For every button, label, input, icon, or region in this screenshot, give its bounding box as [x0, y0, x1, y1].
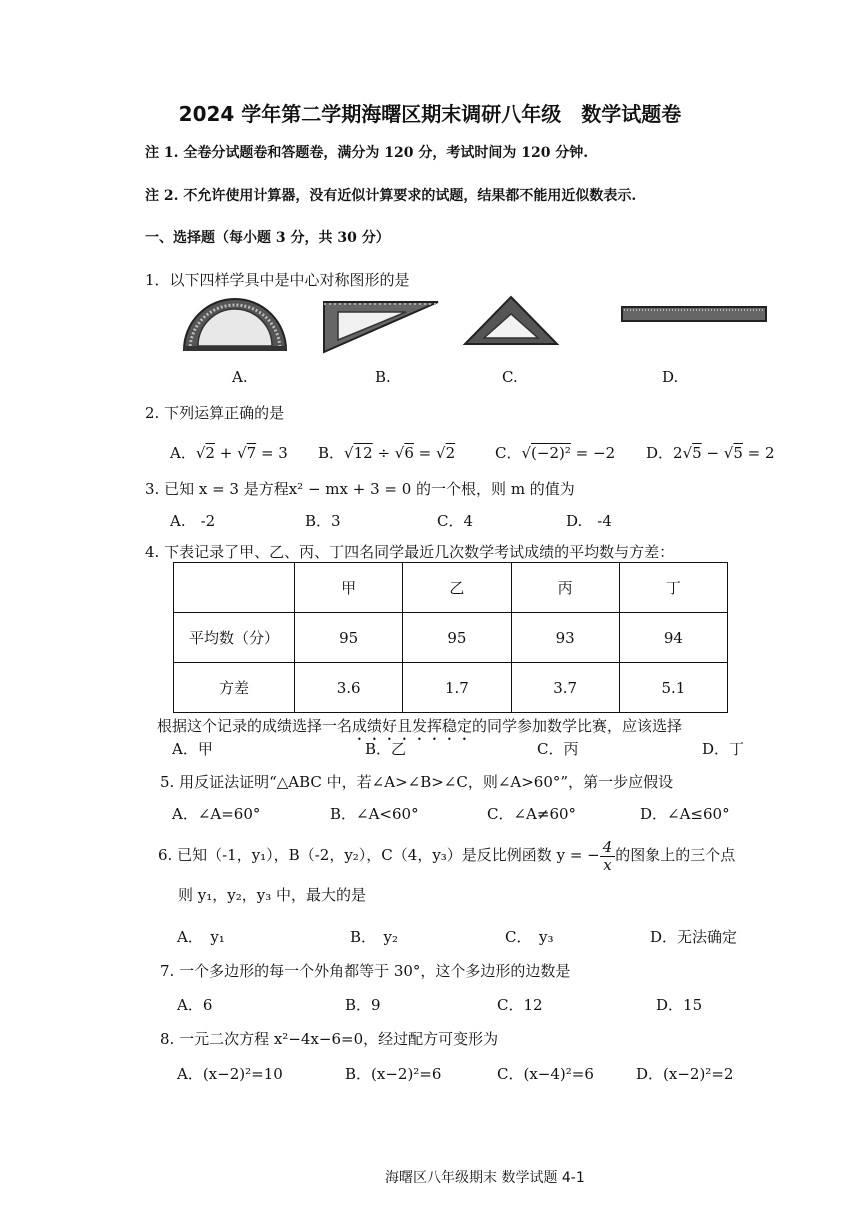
exam-note-1: 注 1. 全卷分试题卷和答题卷，满分为 120 分，考试时间为 120 分钟. — [145, 145, 589, 161]
q7-option-a: A．6 — [177, 996, 213, 1014]
table-header-cell: 乙 — [403, 563, 511, 613]
triangle-ruler-icon — [462, 294, 560, 348]
table-cell: 94 — [619, 613, 727, 663]
q8-option-c: C．(x−4)²=6 — [497, 1065, 594, 1083]
q6-stem-pre: 6. 已知（-1，y₁），B（-2，y₂），C（4，y₃）是反比例函数 y = − — [158, 846, 600, 864]
q2-option-a: A．√2 + √7 = 3 — [170, 444, 288, 462]
q4-follow-pre: 根据这个记录的成绩选择一名 — [157, 717, 353, 735]
question-8-stem: 8. 一元二次方程 x²−4x−6=0，经过配方可变形为 — [160, 1030, 499, 1048]
q3-option-a: A. -2 — [170, 512, 216, 530]
question-7-stem: 7. 一个多边形的每一个外角都等于 30°，这个多边形的边数是 — [160, 962, 571, 980]
q2-d-mid: − — [701, 444, 724, 462]
straight-ruler-icon — [620, 304, 768, 324]
section-heading: 一、选择题（每小题 3 分，共 30 分） — [145, 230, 390, 246]
q2-c-end: = −2 — [570, 444, 616, 462]
q5-option-b: B．∠A<60° — [330, 805, 419, 823]
question-6-line-2: 则 y₁，y₂，y₃ 中，最大的是 — [178, 886, 366, 904]
q2-d-coef: 2 — [673, 444, 683, 462]
q6-option-b: B． y₂ — [350, 928, 399, 946]
table-cell: 95 — [295, 613, 403, 663]
q3-option-b: B．3 — [305, 512, 341, 530]
q2-a-label: A． — [170, 444, 196, 462]
question-4-stem: 4. 下表记录了甲、乙、丙、丁四名同学最近几次数学考试成绩的平均数与方差： — [145, 543, 675, 561]
q2-d-end: = 2 — [742, 444, 775, 462]
q2-a-mid: + — [214, 444, 238, 462]
table-header-cell: 甲 — [295, 563, 403, 613]
q2-c-radicand: (−2)² — [531, 444, 571, 462]
table-header-cell: 丙 — [511, 563, 619, 613]
q8-option-b: B．(x−2)²=6 — [345, 1065, 442, 1083]
q6-fraction-denominator: x — [603, 855, 612, 874]
score-stats-table — [173, 562, 728, 713]
question-1-stem: 1．以下四样学具中是中心对称图形的是 — [145, 271, 410, 289]
q1-option-d: D. — [662, 368, 679, 386]
table-row-label: 方差 — [174, 663, 295, 713]
q2-option-c: C．√(−2)² = −2 — [495, 444, 616, 462]
q2-c-label: C． — [495, 444, 522, 462]
q2-b-mid: ÷ — [372, 444, 395, 462]
q3-option-c: C．4 — [437, 512, 474, 530]
exam-note-2: 注 2. 不允许使用计算器，没有近似计算要求的试题，结果都不能用近似数表示. — [145, 188, 637, 204]
q5-option-a: A．∠A=60° — [172, 805, 261, 823]
question-4-follow-up — [157, 715, 682, 744]
q1-option-b: B. — [375, 368, 391, 386]
q2-b-label: B． — [318, 444, 345, 462]
q2-b-eq: = — [413, 444, 437, 462]
q2-option-d: D．2√5 − √5 = 2 — [646, 444, 775, 462]
protractor-icon — [180, 296, 290, 354]
q6-stem-post: 的图象上的三个点 — [615, 846, 736, 864]
q8-option-d: D．(x−2)²=2 — [636, 1065, 734, 1083]
q5-option-c: C．∠A≠60° — [487, 805, 577, 823]
page-title: 2024 学年第二学期海曙区期末调研八年级 数学试题卷 — [178, 102, 682, 126]
q2-b-radicand-2: 6 — [404, 444, 414, 462]
q6-fraction-numerator: 4 — [600, 839, 616, 857]
q4-option-c: C．丙 — [537, 740, 579, 758]
q2-b-radicand-3: 2 — [445, 444, 456, 462]
q2-d-radicand-2: 5 — [733, 444, 743, 462]
set-square-icon — [320, 296, 442, 356]
question-3-stem: 3. 已知 x = 3 是方程x² − mx + 3 = 0 的一个根，则 m 的值为 — [145, 480, 575, 498]
q3-option-d: D. -4 — [566, 512, 612, 530]
q2-a-radicand-1: 2 — [205, 444, 215, 462]
table-row — [174, 613, 728, 663]
table-cell: 1.7 — [403, 663, 511, 713]
question-2-stem: 2. 下列运算正确的是 — [145, 404, 285, 422]
table-cell: 3.7 — [511, 663, 619, 713]
q1-option-a: A. — [232, 368, 248, 386]
q6-fraction — [600, 839, 616, 873]
q6-option-d: D．无法确定 — [650, 928, 738, 946]
q2-d-label: D． — [646, 444, 674, 462]
table-row-label: 平均数（分） — [174, 613, 295, 663]
table-header-cell: 丁 — [619, 563, 727, 613]
q4-follow-emphasis: 成绩好且发挥稳定 — [352, 717, 473, 735]
table-row — [174, 663, 728, 713]
table-header-cell — [174, 563, 295, 613]
q1-option-c: C. — [502, 368, 518, 386]
question-5-stem: 5. 用反证法证明“△ABC 中，若∠A>∠B>∠C，则∠A>60°”，第一步应假设 — [160, 773, 674, 791]
q5-option-d: D．∠A≤60° — [640, 805, 730, 823]
q7-option-b: B．9 — [345, 996, 381, 1014]
q4-option-b: B．乙 — [365, 740, 407, 758]
q7-option-c: C．12 — [497, 996, 543, 1014]
q2-b-radicand-1: 12 — [353, 444, 373, 462]
q4-follow-post: 的同学参加数学比赛，应该选择 — [472, 717, 683, 735]
question-6-stem — [158, 832, 735, 878]
table-header-row — [174, 563, 728, 613]
q2-a-end: = 3 — [256, 444, 288, 462]
table-cell: 93 — [511, 613, 619, 663]
page-footer: 海曙区八年级期末 数学试题 4-1 — [385, 1170, 585, 1186]
q2-option-b: B．√12 ÷ √6 = √2 — [318, 444, 456, 462]
table-cell: 3.6 — [295, 663, 403, 713]
q6-option-a: A． y₁ — [177, 928, 225, 946]
q7-option-d: D．15 — [656, 996, 703, 1014]
q4-option-d: D．丁 — [702, 740, 745, 758]
q8-option-a: A．(x−2)²=10 — [177, 1065, 283, 1083]
table-cell: 5.1 — [619, 663, 727, 713]
q2-a-radicand-2: 7 — [246, 444, 257, 462]
table-cell: 95 — [403, 613, 511, 663]
q4-option-a: A．甲 — [172, 740, 213, 758]
q6-option-c: C． y₃ — [505, 928, 554, 946]
q2-d-radicand-1: 5 — [692, 444, 702, 462]
